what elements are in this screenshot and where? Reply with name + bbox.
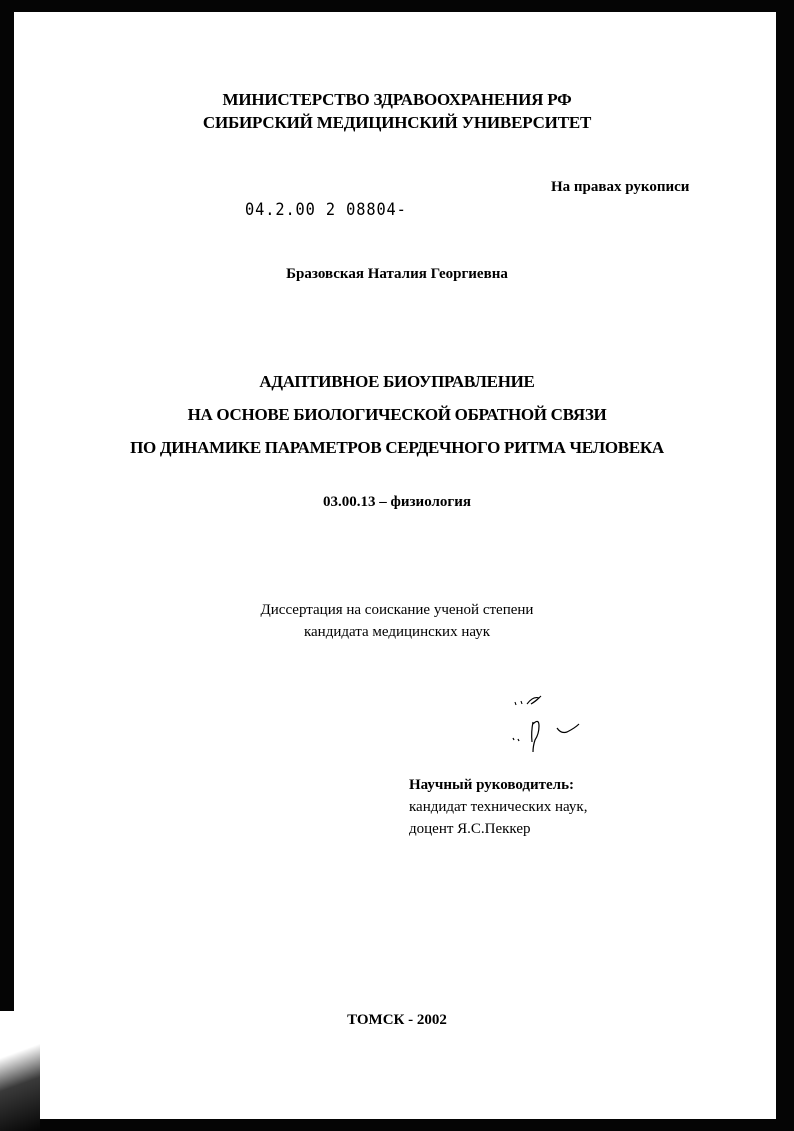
thesis-title-line-2: НА ОСНОВЕ БИОЛОГИЧЕСКОЙ ОБРАТНОЙ СВЯЗИ (187, 405, 607, 424)
supervisor-label: Научный руководитель: (409, 777, 574, 793)
dissertation-statement-line-1: Диссертация на соискание ученой степени (260, 602, 534, 618)
ministry-name: МИНИСТЕРСТВО ЗДРАВООХРАНЕНИЯ РФ (222, 90, 572, 109)
scan-edge-top (0, 0, 794, 12)
scan-edge-left (0, 0, 14, 1131)
supervisor-name: доцент Я.С.Пеккер (409, 821, 531, 837)
supervisor-degree: кандидат технических наук, (409, 799, 588, 815)
dissertation-statement-line-2: кандидата медицинских наук (303, 624, 491, 640)
registration-stamp: 04.2.00 2 08804- (245, 200, 407, 220)
handwritten-signature (505, 692, 590, 757)
thesis-title-line-1: АДАПТИВНОЕ БИОУПРАВЛЕНИЕ (259, 372, 535, 391)
thesis-title-line-3: ПО ДИНАМИКЕ ПАРАМЕТРОВ СЕРДЕЧНОГО РИТМА ЧЕЛОВЕКА (130, 438, 664, 457)
scan-edge-right (776, 0, 794, 1131)
specialty-code: 03.00.13 – физиология (323, 494, 471, 510)
scan-edge-corner (0, 1011, 40, 1131)
author-name: Бразовская Наталия Георгиевна (286, 266, 508, 282)
city-year: ТОМСК - 2002 (347, 1012, 447, 1028)
rights-note: На правах рукописи (551, 179, 690, 195)
scan-edge-bottom (0, 1119, 794, 1131)
university-name: СИБИРСКИЙ МЕДИЦИНСКИЙ УНИВЕРСИТЕТ (202, 113, 592, 132)
